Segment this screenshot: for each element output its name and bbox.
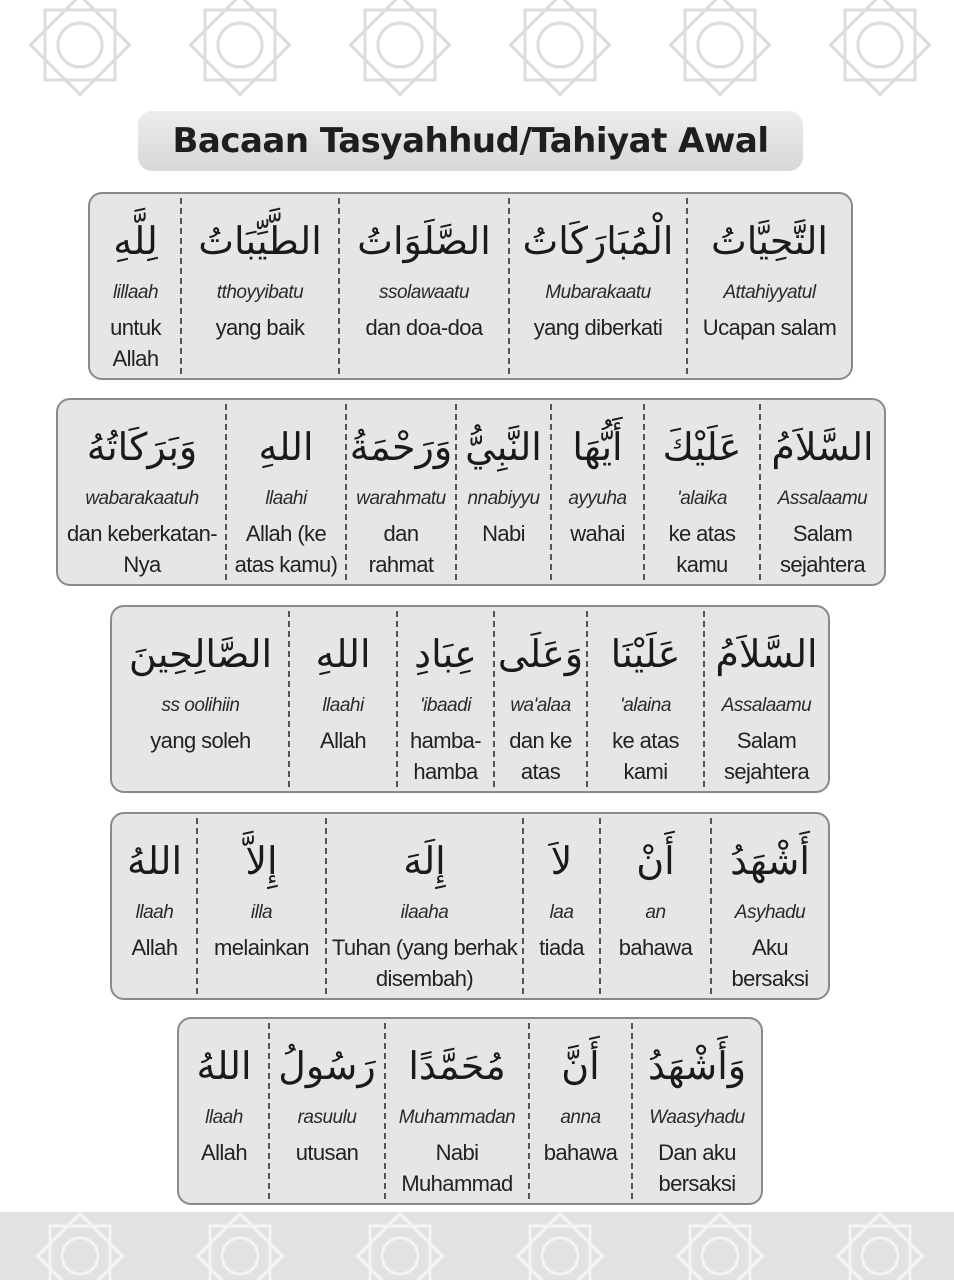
word-cell: [761, 404, 884, 580]
meaning: hamba-hamba: [410, 728, 481, 784]
word-cell: [180, 1023, 270, 1199]
word-cell: [290, 611, 398, 787]
word-cell: [398, 611, 495, 787]
word-cell: [182, 198, 340, 374]
transliteration: llaahi: [322, 695, 364, 716]
meaning: yang baik: [215, 315, 305, 340]
meaning: Allah (ke atas kamu): [234, 521, 338, 577]
arabic-word: أَشْهَدُ: [730, 839, 810, 883]
transliteration: llaah: [205, 1107, 243, 1128]
decorative-pattern-top: [0, 0, 954, 110]
transliteration: 'alaina: [620, 695, 671, 716]
transliteration: lillaah: [112, 282, 159, 303]
word-cell: [688, 198, 851, 374]
arabic-word: أَيُّهَا: [572, 425, 623, 469]
page-title: Bacaan Tasyahhud/Tahiyat Awal: [172, 121, 769, 161]
meaning: melainkan: [214, 935, 309, 960]
row-2: [56, 398, 886, 586]
arabic-word: إِلاَّ: [245, 839, 278, 883]
arabic-word: اللهُ: [126, 839, 183, 883]
transliteration: Waasyhadu: [649, 1107, 745, 1128]
transliteration: Assalaamu: [777, 488, 868, 509]
meaning: bahawa: [618, 935, 693, 960]
word-cell: [59, 404, 227, 580]
arabic-word: أَنَّ: [561, 1044, 600, 1088]
arabic-word: إِلَهَ: [403, 839, 446, 883]
word-cell: [530, 1023, 633, 1199]
meaning: untuk Allah: [110, 315, 161, 371]
arabic-word: النَّبِيُّ: [465, 425, 542, 469]
word-cell: [340, 198, 510, 374]
transliteration: anna: [560, 1107, 601, 1128]
arabic-word: السَّلاَمُ: [771, 425, 874, 469]
arabic-word: الطَّيِّبَاتُ: [198, 219, 322, 263]
arabic-word: وَعَلَى: [497, 632, 584, 676]
row-1: [88, 192, 853, 380]
word-cell: [347, 404, 457, 580]
word-cell: [113, 611, 290, 787]
word-cell: [552, 404, 645, 580]
transliteration: Mubarakaatu: [545, 282, 651, 303]
word-cell: [645, 404, 761, 580]
word-cell: [91, 198, 182, 374]
meaning: Nabi Muhammad: [401, 1140, 513, 1196]
row-5: [177, 1017, 763, 1205]
word-cell: [601, 818, 712, 994]
meaning: bahawa: [543, 1140, 618, 1165]
transliteration: ilaaha: [400, 902, 449, 923]
word-cell: [270, 1023, 386, 1199]
arabic-word: وَأَشْهَدُ: [647, 1044, 747, 1088]
arabic-word: عِبَادِ: [414, 632, 477, 676]
word-cell: [327, 818, 524, 994]
meaning: dan rahmat: [368, 521, 434, 577]
decorative-pattern-bottom: [0, 1212, 954, 1280]
word-cell: [386, 1023, 530, 1199]
meaning: ke atas kami: [612, 728, 679, 784]
meaning: Salam sejahtera: [779, 521, 866, 577]
word-cell: [495, 611, 588, 787]
word-cell: [633, 1023, 761, 1199]
meaning: utusan: [295, 1140, 359, 1165]
transliteration: llaah: [135, 902, 174, 923]
word-cell: [457, 404, 552, 580]
word-cell: [524, 818, 601, 994]
arabic-word: الْمُبَارَكَاتُ: [522, 219, 674, 263]
transliteration: llaahi: [265, 488, 307, 509]
meaning: Tuhan (yang berhak disembah): [331, 935, 518, 991]
meaning: Allah: [320, 728, 366, 753]
transliteration: rasuulu: [297, 1107, 357, 1128]
word-cell: [712, 818, 828, 994]
arabic-word: عَلَيْكَ: [662, 425, 742, 469]
arabic-word: اللهِ: [315, 632, 371, 676]
transliteration: tthoyyibatu: [216, 282, 304, 303]
meaning: dan doa-doa: [365, 315, 483, 340]
word-cell: [227, 404, 347, 580]
transliteration: ssolawaatu: [378, 282, 470, 303]
word-cell: [705, 611, 828, 787]
meaning: Aku bersaksi: [731, 935, 809, 991]
transliteration: nnabiyyu: [467, 488, 540, 509]
arabic-word: التَّحِيَّاتُ: [711, 219, 828, 263]
arabic-word: الصَّلَوَاتُ: [357, 219, 491, 263]
transliteration: 'alaika: [677, 488, 727, 509]
meaning: ke atas kamu: [668, 521, 736, 577]
row-3: [110, 605, 830, 793]
arabic-word: لاَ: [550, 839, 573, 883]
word-cell: [198, 818, 327, 994]
meaning: Allah: [201, 1140, 247, 1165]
transliteration: laa: [549, 902, 574, 923]
arabic-word: عَلَيْنَا: [610, 632, 681, 676]
transliteration: ayyuha: [568, 488, 627, 509]
word-cell: [588, 611, 705, 787]
meaning: tiada: [539, 935, 584, 960]
meaning: Salam sejahtera: [723, 728, 810, 784]
arabic-word: اللهُ: [196, 1044, 252, 1088]
transliteration: illa: [250, 902, 273, 923]
arabic-word: اللهِ: [258, 425, 314, 469]
transliteration: Assalaamu: [721, 695, 812, 716]
arabic-word: لِلَّهِ: [113, 219, 158, 263]
meaning: yang soleh: [150, 728, 251, 753]
transliteration: ss oolihiin: [161, 695, 240, 716]
transliteration: Attahiyyatul: [723, 282, 816, 303]
arabic-word: الصَّالِحِينَ: [128, 632, 273, 676]
transliteration: an: [645, 902, 666, 923]
arabic-word: وَبَرَكَاتُهُ: [86, 425, 198, 469]
meaning: yang diberkati: [533, 315, 663, 340]
meaning: Allah: [131, 935, 178, 960]
word-cell: [113, 818, 198, 994]
transliteration: wabarakaatuh: [85, 488, 199, 509]
arabic-word: أَنْ: [636, 839, 675, 883]
row-4: [110, 812, 830, 1000]
meaning: Ucapan salam: [702, 315, 837, 340]
transliteration: Asyhadu: [734, 902, 806, 923]
arabic-word: مُحَمَّدًا: [408, 1044, 506, 1088]
transliteration: wa'alaa: [510, 695, 571, 716]
word-cell: [510, 198, 688, 374]
arabic-word: السَّلاَمُ: [715, 632, 818, 676]
meaning: Dan aku bersaksi: [658, 1140, 736, 1196]
transliteration: 'ibaadi: [420, 695, 471, 716]
arabic-word: وَرَحْمَةُ: [349, 425, 453, 469]
meaning: dan ke atas: [509, 728, 572, 784]
meaning: wahai: [570, 521, 625, 546]
arabic-word: رَسُولُ: [278, 1044, 376, 1088]
title-banner: [138, 111, 803, 171]
meaning: Nabi: [482, 521, 525, 546]
meaning: dan keberkatan-Nya: [67, 521, 217, 577]
transliteration: warahmatu: [356, 488, 446, 509]
transliteration: Muhammadan: [398, 1107, 516, 1128]
